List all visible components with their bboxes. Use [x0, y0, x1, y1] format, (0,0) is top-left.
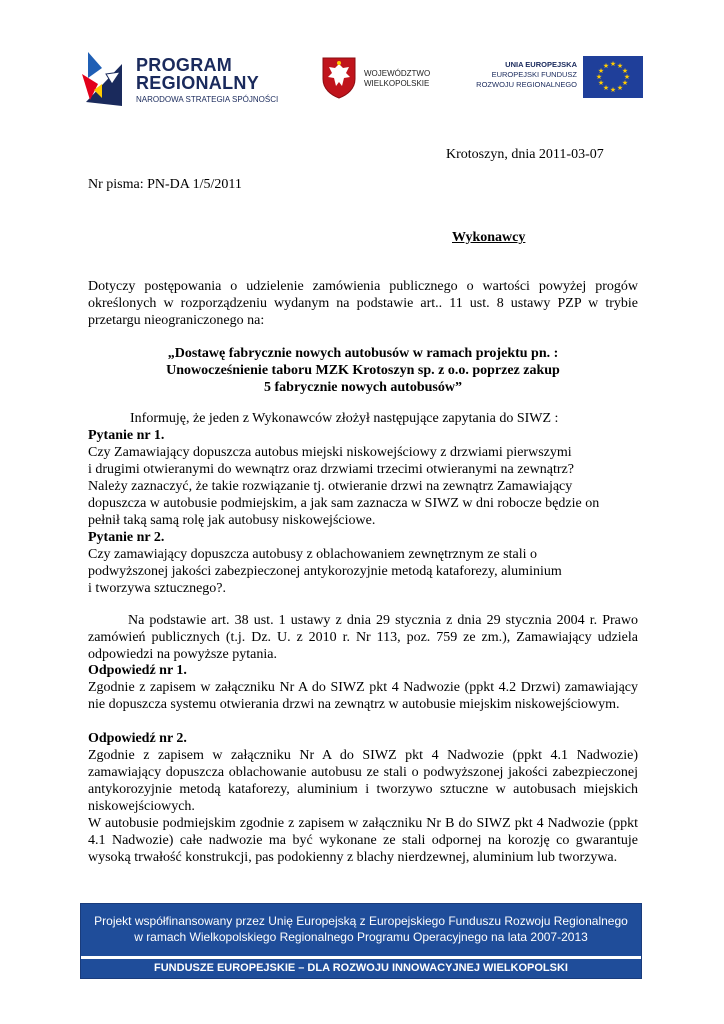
- question-1-line-2: i drugimi otwieranymi do wewnątrz oraz drzwiami trzecimi otwieranymi na zewnątrz?: [88, 462, 574, 477]
- wielkopolskie-text: [364, 69, 430, 89]
- svg-text:★: ★: [621, 79, 629, 87]
- regionalny-line: REGIONALNY: [136, 73, 260, 93]
- svg-text:★: ★: [595, 73, 603, 81]
- svg-text:★: ★: [602, 62, 610, 70]
- question-2-line-1: Czy zamawiający dopuszcza autobusy z oblachowaniem zewnętrznym ze stali o: [88, 547, 537, 562]
- subject-line-1: „Dostawę fabrycznie nowych autobusów w ramach projektu pn. :: [167, 346, 559, 361]
- question-2-title: Pytanie nr 2.: [88, 530, 165, 545]
- footer-slogan: FUNDUSZE EUROPEJSKIE – DLA ROZWOJU INNOWACYJNEJ WIELKOPOLSKI: [81, 959, 641, 978]
- wielkopolskie-logo: [320, 55, 440, 105]
- letter-date: Krotoszyn, dnia 2011-03-07: [446, 147, 604, 162]
- svg-text:★: ★: [609, 86, 617, 94]
- question-1-line-1: Czy Zamawiający dopuszcza autobus miejski niskowejściowy z drzwiami pierwszymi: [88, 445, 572, 460]
- answer-2-title: Odpowiedź nr 2.: [88, 731, 187, 746]
- svg-text:★: ★: [616, 62, 624, 70]
- subject-line-2: Unowocześnienie taboru MZK Krotoszyn sp. z o.o. poprzez zakup: [166, 363, 560, 378]
- addressee: Wykonawcy: [452, 230, 526, 245]
- eu-text: [476, 60, 577, 90]
- question-2-line-3: i tworzywa sztucznego?.: [88, 581, 226, 596]
- program-regionalny-emblem-icon: [80, 44, 128, 108]
- notice-paragraph: Informuję, że jeden z Wykonawców złożył następujące zapytania do SIWZ :: [130, 411, 559, 426]
- eagle-shield-icon: [320, 55, 358, 99]
- reference-number: Nr pisma: PN-DA 1/5/2011: [88, 177, 242, 192]
- program-line: PROGRAM: [136, 55, 233, 75]
- cofinancing-line-1: Projekt współfinansowany przez Unię Europejską z Europejskiego Funduszu Rozwoju Regionalnego: [94, 914, 628, 928]
- svg-text:★: ★: [609, 60, 617, 68]
- question-2-line-2: podwyższonej jakości zabezpieczonej antykorozyjnie metodą kataforezy, aluminium: [88, 564, 562, 579]
- region-line1: WOJEWÓDZTWO: [364, 69, 431, 78]
- svg-text:★: ★: [597, 67, 605, 75]
- eu-line3: ROZWOJU REGIONALNEGO: [476, 80, 577, 89]
- answer-2-text-continued: W autobusie podmiejskim zgodnie z zapisem w załączniku Nr B do SIWZ pkt 4 Nadwozie (ppkt 4.1 Nadwozie) całe nadwozie ma być wykonane ze stali odpornej na korozję co gwarantuje wysoką trwałość konstrukcji, pas podokienny z blachy nierdzewnej, aluminium lub tworzywa.: [88, 816, 638, 865]
- eu-logo: [460, 56, 645, 102]
- question-1-title: Pytanie nr 1.: [88, 428, 165, 443]
- svg-text:★: ★: [616, 84, 624, 92]
- subject-line-3: 5 fabrycznie nowych autobusów”: [264, 380, 462, 395]
- region-line2: WIELKOPOLSKIE: [364, 79, 430, 88]
- question-1-line-4: dopuszcza w autobusie podmiejskim, a jak sam zaznacza w SIWZ w dni robocze będzie on: [88, 496, 600, 511]
- answer-2-text: Zgodnie z zapisem w załączniku Nr A do SIWZ pkt 4 Nadwozie (ppkt 4.1 Nadwozie) zamawiający dopuszcza oblachowanie autobusu ze stali o podwyższonej jakości zabezpieczonej antykorozyjnie metodą kataforezy, aluminium i tworzywo sztuczne w autobusach miejskich niskowejściowych.: [88, 748, 638, 814]
- answer-1-title: Odpowiedź nr 1.: [88, 663, 187, 678]
- strategy-line: NARODOWA STRATEGIA SPÓJNOŚCI: [136, 95, 279, 104]
- legal-basis-paragraph: Na podstawie art. 38 ust. 1 ustawy z dnia 29 stycznia z dnia 29 stycznia 2004 r. Prawo zamówień publicznych (t.j. Dz. U. z 2010 r. Nr 113, poz. 759 ze zm.), Zamawiający udziela odpowiedzi na powyższe pytania.: [88, 613, 638, 662]
- answer-1-text: Zgodnie z zapisem w załączniku Nr A do SIWZ pkt 4 Nadwozie (ppkt 4.2 Drzwi) zamawiający nie dopuszcza systemu otwierania drzwi na zewnątrz w autobusie miejskim niskowejściowym.: [88, 680, 638, 712]
- funding-footer: [80, 903, 642, 979]
- program-regionalny-logo: [80, 44, 300, 110]
- eu-line1: UNIA EUROPEJSKA: [505, 60, 577, 69]
- svg-text:★: ★: [621, 67, 629, 75]
- question-1-line-3: Należy zaznaczyć, że takie rozwiązanie tj. otwieranie drzwi na zewnątrz Zamawiający: [88, 479, 573, 494]
- question-1-line-5: pełnił taką samą rolę jak autobusy niskowejściowe.: [88, 513, 376, 528]
- cofinancing-line-2: w ramach Wielkopolskiego Regionalnego Programu Operacyjnego na lata 2007-2013: [134, 930, 588, 944]
- cofinancing-banner: [81, 904, 641, 956]
- letterhead: [0, 0, 724, 120]
- eu-line2: EUROPEJSKI FUNDUSZ: [491, 70, 577, 79]
- eu-flag-icon: [583, 56, 643, 98]
- program-regionalny-text: [136, 56, 278, 106]
- svg-text:★: ★: [602, 84, 610, 92]
- svg-text:★: ★: [597, 79, 605, 87]
- svg-text:★: ★: [623, 73, 631, 81]
- intro-paragraph: Dotyczy postępowania o udzielenie zamówienia publicznego o wartości powyżej progów określonych w rozporządzeniu wydanym na podstawie art.. 11 ust. 8 ustawy PZP w trybie przetargu nieograniczonego na:: [88, 279, 638, 328]
